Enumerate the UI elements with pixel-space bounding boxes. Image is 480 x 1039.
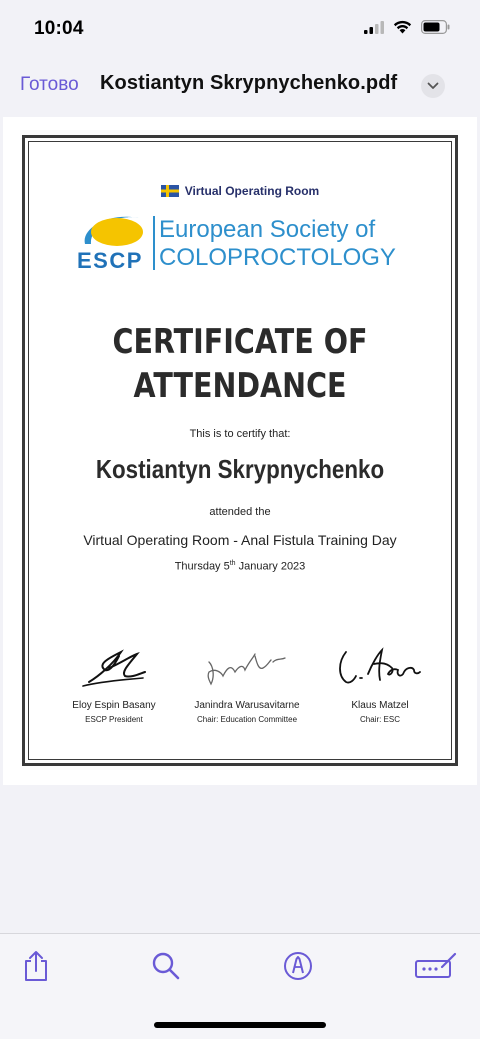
certificate-title [63,320,417,408]
title-line1: CERTIFICATE OF [112,322,368,362]
attended-text: attended the [209,506,271,518]
done-button[interactable]: Готово [20,74,79,95]
event-date: Thursday 5th January 2023 [174,560,306,573]
signatory-name: Janindra Warusavitarne [194,700,300,711]
signatory-role: ESCP President [85,715,143,724]
markup-icon [283,951,313,981]
wifi-icon [393,20,412,34]
signatory-2 [177,642,317,724]
chevron-down-icon [427,82,439,90]
signature-button[interactable] [414,950,458,982]
nav-bar [0,62,480,106]
share-button[interactable] [20,950,52,982]
signatory-role: Chair: ESC [359,715,400,724]
escp-logo [77,212,417,276]
recipient-name: Kostiantyn Skrypnychenko [95,454,385,484]
signatory-name: Eloy Espin Basany [72,700,156,711]
flag-icon [161,185,179,197]
certify-text: This is to certify that: [189,428,291,440]
vor-tagline [29,184,451,198]
document-title: Kostiantyn Skrypnychenko.pdf [100,72,398,94]
signature-image-1 [79,642,149,692]
share-icon [22,950,50,982]
signatory-name: Klaus Matzel [351,700,409,711]
certificate-frame [22,135,458,766]
search-icon [151,951,181,981]
signal-icon [364,21,384,34]
title-menu-button[interactable] [421,74,445,98]
status-icons [364,20,450,34]
battery-icon [421,20,450,34]
logo-line1: European Society of [159,216,376,243]
status-time: 10:04 [34,18,84,39]
signature-icon [414,951,458,981]
signatory-3 [310,642,450,724]
markup-button[interactable] [282,950,314,982]
signatory-1 [44,642,184,724]
escp-swoosh-icon [79,214,151,252]
title-line2: ATTENDANCE [133,366,347,406]
signature-image-3 [332,642,428,692]
search-button[interactable] [150,950,182,982]
vor-tagline-text: Virtual Operating Room [184,184,320,198]
logo-line2: COLOPROCTOLOGY [159,244,396,271]
status-bar [0,0,480,58]
event-name: Virtual Operating Room - Anal Fistula Training Day [83,532,397,548]
signature-image-2 [199,642,295,692]
signatory-role: Chair: Education Committee [196,715,298,724]
logo-abbrev: ESCP [77,248,143,273]
home-indicator[interactable] [154,1022,326,1028]
pdf-page[interactable] [3,117,477,785]
